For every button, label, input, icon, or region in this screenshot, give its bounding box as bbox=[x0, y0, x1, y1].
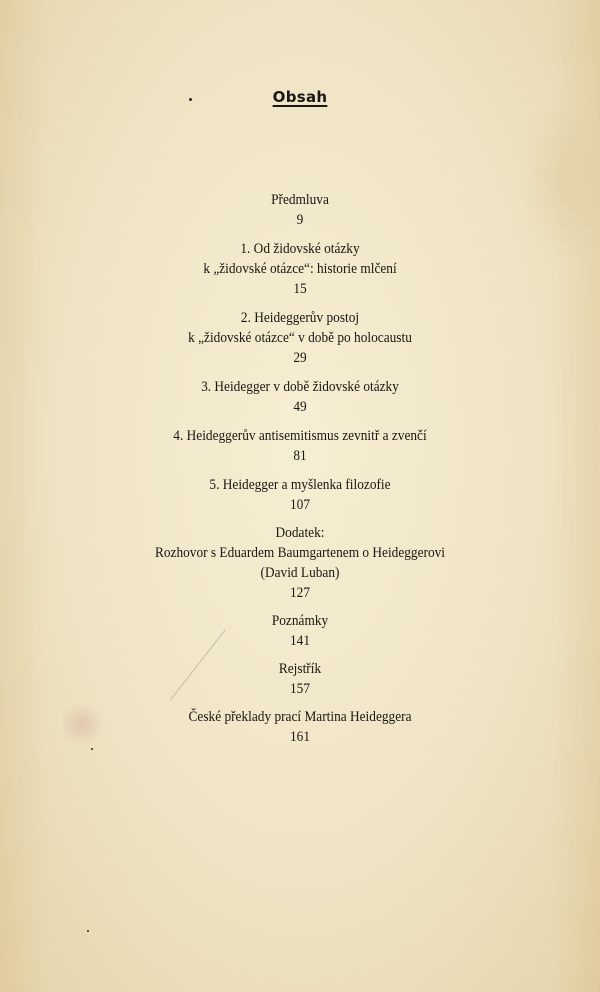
table-of-contents bbox=[24, 190, 576, 754]
toc-page-number: 81 bbox=[293, 448, 307, 464]
toc-entry-title: Rejstřík bbox=[278, 661, 322, 677]
toc-entry-title: Poznámky bbox=[271, 613, 329, 629]
toc-entry-title: 1. Od židovské otázky bbox=[240, 241, 360, 257]
toc-page-number: 29 bbox=[293, 350, 307, 366]
toc-page-number: 141 bbox=[289, 633, 311, 649]
toc-entry-chapter-5 bbox=[24, 475, 576, 515]
toc-entry-chapter-1 bbox=[24, 239, 576, 299]
toc-page-number: 9 bbox=[296, 212, 304, 228]
toc-entry-chapter-4 bbox=[24, 426, 576, 466]
toc-page-number: 157 bbox=[289, 681, 311, 697]
toc-entry-chapter-3 bbox=[24, 377, 576, 417]
toc-entry-translations bbox=[24, 707, 576, 747]
toc-entry-title: 5. Heidegger a myšlenka filozofie bbox=[209, 477, 391, 493]
toc-page-number: 127 bbox=[289, 585, 311, 601]
toc-entry-index bbox=[24, 659, 576, 699]
toc-page-number: 107 bbox=[289, 497, 311, 513]
toc-entry-title: k „židovské otázce“: historie mlčení bbox=[203, 261, 397, 277]
toc-page-number: 49 bbox=[293, 399, 307, 415]
toc-entry-title: Dodatek: bbox=[275, 525, 325, 541]
toc-page-number: 161 bbox=[289, 729, 311, 745]
toc-entry-notes bbox=[24, 611, 576, 651]
toc-entry-title: 4. Heideggerův antisemitismus zevnitř a zvenčí bbox=[173, 428, 427, 444]
toc-entry-title: k „židovské otázce“ v době po holocaustu bbox=[188, 330, 412, 346]
contents-heading-text: Obsah bbox=[272, 88, 328, 106]
toc-entry-title: 3. Heidegger v době židovské otázky bbox=[201, 379, 399, 395]
toc-entry-title: 2. Heideggerův postoj bbox=[240, 310, 360, 326]
toc-page-number: 15 bbox=[293, 281, 307, 297]
toc-entry-title: Předmluva bbox=[271, 192, 329, 208]
toc-entry-appendix bbox=[24, 523, 576, 603]
toc-entry-title: (David Luban) bbox=[260, 565, 340, 581]
toc-entry-preface bbox=[24, 190, 576, 230]
toc-entry-title: České překlady prací Martina Heideggera bbox=[188, 709, 412, 725]
toc-entry-title: Rozhovor s Eduardem Baumgartenem o Heideggerovi bbox=[154, 545, 446, 561]
ink-speck bbox=[87, 930, 89, 932]
toc-entry-chapter-2 bbox=[24, 308, 576, 368]
contents-heading bbox=[0, 88, 600, 107]
